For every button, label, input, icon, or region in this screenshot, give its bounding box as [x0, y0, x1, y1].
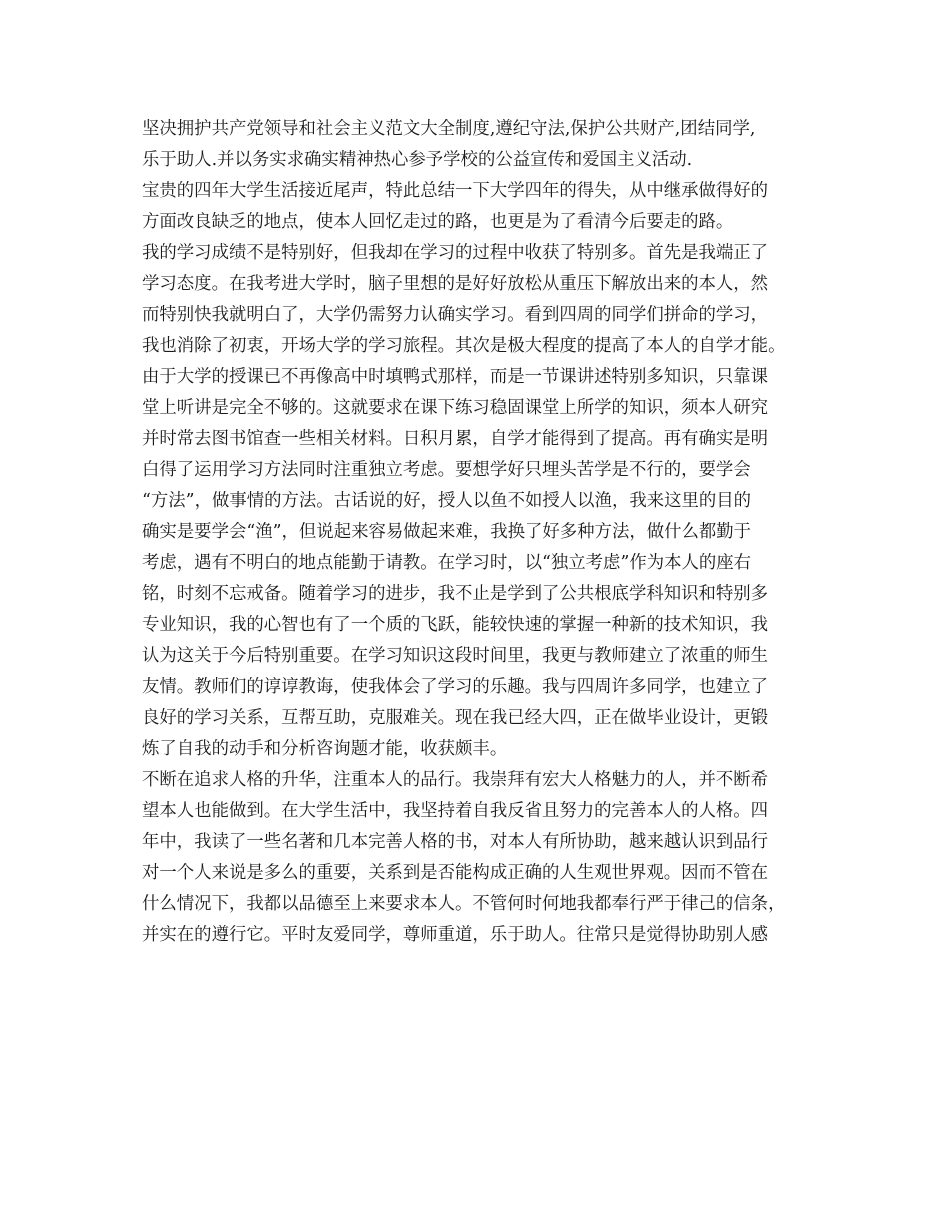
text-line: 铭，时刻不忘戒备。随着学习的进步，我不止是学到了公共根底学科知识和特别多 [142, 584, 769, 604]
text-line: 白得了运用学习方法同时注重独立考虑。要想学好只埋头苦学是不行的，要学会 [142, 460, 751, 480]
text-line: 年中，我读了一些名著和几本完善人格的书，对本人有所协助，越来越认识到品行 [142, 832, 769, 852]
text-line: 良好的学习关系，互帮互助，克服难关。现在我已经大四，正在做毕业设计，更锻 [142, 708, 769, 728]
text-line: 炼了自我的动手和分析咨询题才能，收获颇丰。 [142, 739, 508, 759]
text-line: 并实在的遵行它。平时友爱同学，尊师重道，乐于助人。往常只是觉得协助别人感 [142, 925, 769, 945]
text-line: 学习态度。在我考进大学时，脑子里想的是好好放松从重压下解放出来的本人，然 [142, 274, 769, 294]
text-line: 而特别快我就明白了，大学仍需努力认确实学习。看到四周的同学们拼命的学习， [142, 305, 769, 325]
text-line: 我也消除了初衷，开场大学的学习旅程。其次是极大程度的提高了本人的自学才能。 [142, 336, 786, 356]
text-line: “方法”，做事情的方法。古话说的好，授人以鱼不如授人以渔，我来这里的目的 [142, 491, 752, 511]
text-line: 坚决拥护共产党领导和社会主义范文大全制度,遵纪守法,保护公共财产,团结同学, [142, 119, 756, 139]
text-line: 望本人也能做到。在大学生活中，我坚持着自我反省且努力的完善本人的人格。四 [142, 801, 769, 821]
text-line: 专业知识，我的心智也有了一个质的飞跃，能较快速的掌握一种新的技术知识，我 [142, 615, 769, 635]
text-line: 方面改良缺乏的地点，使本人回忆走过的路，也更是为了看清今后要走的路。 [142, 212, 734, 232]
text-line: 认为这关于今后特别重要。在学习知识这段时间里，我更与教师建立了浓重的师生 [142, 646, 769, 666]
text-line: 友情。教师们的谆谆教诲，使我体会了学习的乐趣。我与四周许多同学，也建立了 [142, 677, 769, 697]
text-line: 不断在追求人格的升华，注重本人的品行。我崇拜有宏大人格魅力的人，并不断希 [142, 770, 769, 790]
text-line: 乐于助人.并以务实求确实精神热心参予学校的公益宣传和爱国主义活动. [142, 150, 693, 170]
text-line: 什么情况下，我都以品德至上来要求本人。不管何时何地我都奉行严于律己的信条， [142, 894, 786, 914]
text-line: 确实是要学会“渔”，但说起来容易做起来难，我换了好多种方法，做什么都勤于 [142, 522, 752, 542]
text-line: 由于大学的授课已不再像高中时填鸭式那样，而是一节课讲述特别多知识，只靠课 [142, 367, 769, 387]
document-body [142, 114, 842, 951]
text-line: 考虑，遇有不明白的地点能勤于请教。在学习时，以“独立考虑”作为本人的座右 [142, 553, 752, 573]
text-line: 我的学习成绩不是特别好，但我却在学习的过程中收获了特别多。首先是我端正了 [142, 243, 769, 263]
text-line: 堂上听讲是完全不够的。这就要求在课下练习稳固课堂上所学的知识，须本人研究 [142, 398, 769, 418]
text-line: 宝贵的四年大学生活接近尾声，特此总结一下大学四年的得失，从中继承做得好的 [142, 181, 769, 201]
text-line: 并时常去图书馆查一些相关材料。日积月累，自学才能得到了提高。再有确实是明 [142, 429, 769, 449]
text-line: 对一个人来说是多么的重要，关系到是否能构成正确的人生观世界观。因而不管在 [142, 863, 769, 883]
